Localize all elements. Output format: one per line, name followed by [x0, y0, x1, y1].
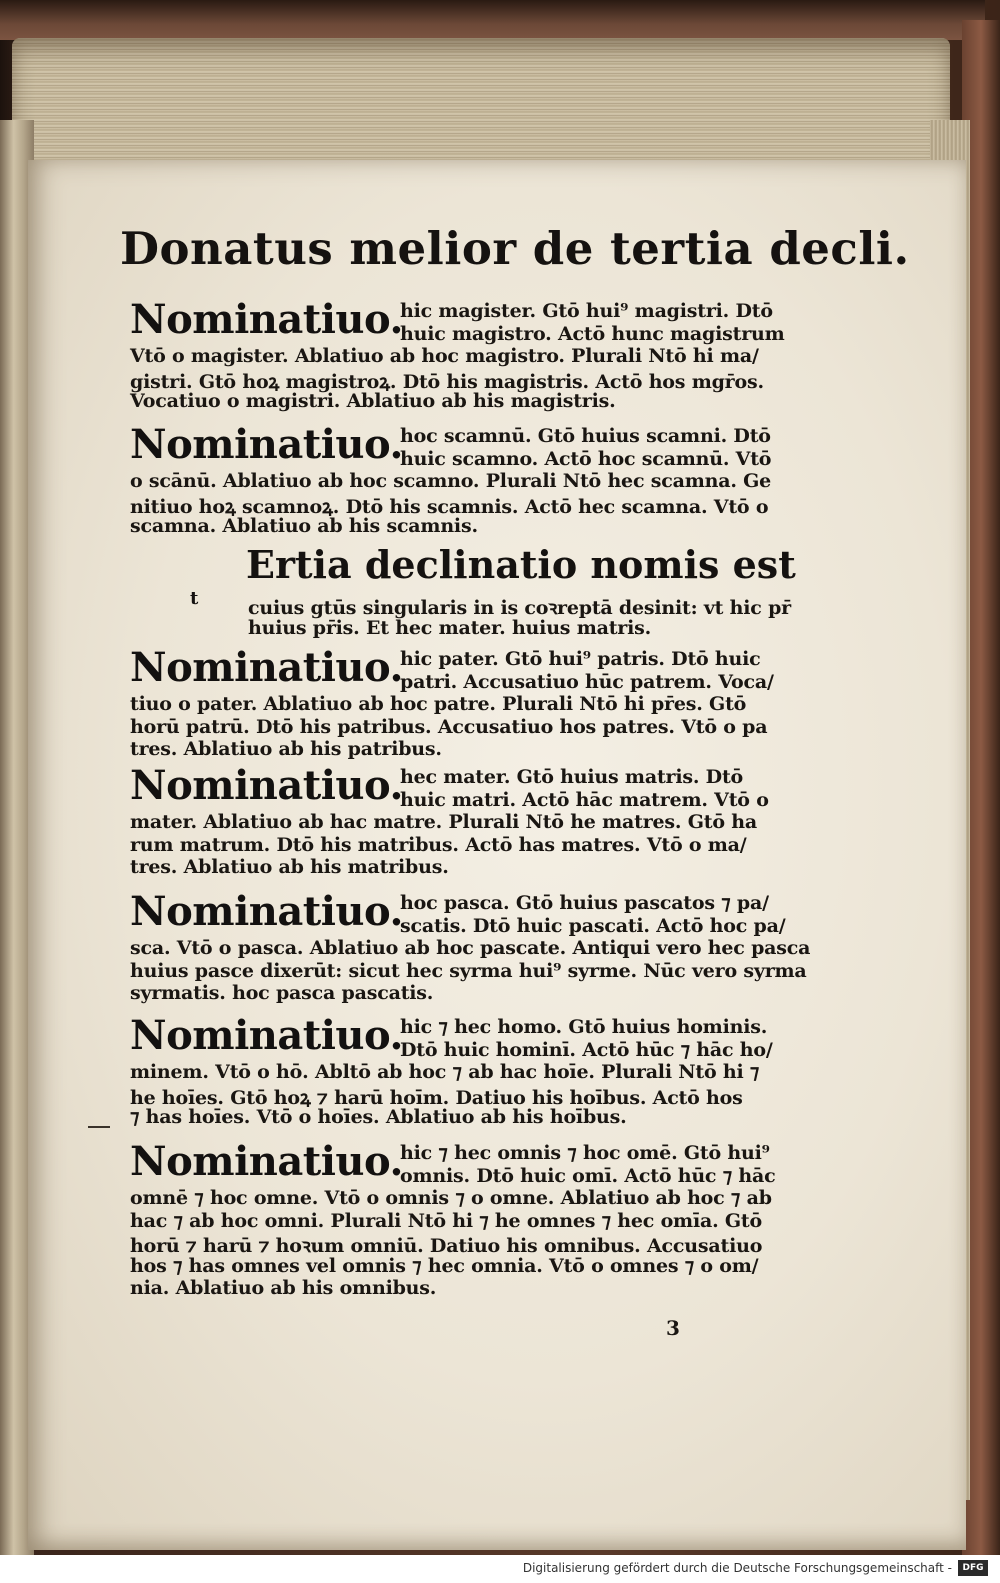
- text-line: huius pasce dixerūt: sicut hec syrma hui⁹ syrme. Nūc vero syrma: [130, 959, 807, 982]
- margin-mark: [88, 1126, 110, 1128]
- inflection-line: scatis. Dtō huic pascati. Actō hoc pa/: [400, 914, 786, 937]
- case-label: Nominatiuo.: [130, 888, 403, 935]
- inflection-line: hoc scamnū. Gtō huius scamni. Dtō: [400, 425, 771, 447]
- inflection-line: patri. Accusatiuo hūc patrem. Voca/: [400, 670, 774, 693]
- inflection-line: omnis. Dtō huic omī. Actō hūc ⁊ hāc: [400, 1164, 776, 1187]
- dfg-logo: DFG: [958, 1560, 988, 1576]
- text-line: cuius gtūs singularis in is coꝛreptā desinit: vt hic pr̄: [248, 597, 791, 619]
- inflection-line: hic pater. Gtō hui⁹ patris. Dtō huic: [400, 648, 761, 670]
- case-label: Nominatiuo.: [130, 296, 403, 343]
- text-line: nitiuo hoꝝ scamnoꝝ. Dtō his scamnis. Actō hec scamna. Vtō o: [130, 495, 769, 518]
- page-title: Donatus melior de tertia decli.: [120, 222, 910, 275]
- page-number: 3: [666, 1316, 680, 1340]
- footer-bar: [0, 1555, 1000, 1583]
- text-line: minem. Vtō o hō. Abltō ab hoc ⁊ ab hac hoīe. Plurali Ntō hi ⁊: [130, 1061, 760, 1083]
- inflection-line: huic matri. Actō hāc matrem. Vtō o: [400, 788, 769, 811]
- text-line: hac ⁊ ab hoc omni. Plurali Ntō hi ⁊ he omnes ⁊ hec omīa. Gtō: [130, 1209, 762, 1232]
- case-label: Nominatiuo.: [130, 421, 403, 468]
- inflection-line: huic magistro. Actō hunc magistrum: [400, 322, 785, 345]
- inflection-line: Dtō huic hominī. Actō hūc ⁊ hāc ho/: [400, 1038, 773, 1061]
- text-line: horū ⁊ harū ⁊ hoꝛum omniū. Datiuo his omnibus. Accusatiuo: [130, 1235, 763, 1257]
- text-line: hos ⁊ has omnes vel omnis ⁊ hec omnia. Vtō o omnes ⁊ o om/: [130, 1254, 759, 1277]
- case-label: Nominatiuo.: [130, 1012, 403, 1059]
- text-line: Vocatiuo o magistri. Ablatiuo ab his magistris.: [130, 390, 616, 412]
- case-label: Nominatiuo.: [130, 762, 403, 809]
- text-line: tiuo o pater. Ablatiuo ab hoc patre. Plurali Ntō hi pr̄es. Gtō: [130, 693, 747, 715]
- section-heading: Ertia declinatio nomis est: [246, 542, 796, 587]
- text-line: omnē ⁊ hoc omne. Vtō o omnis ⁊ o omne. Ablatiuo ab hoc ⁊ ab: [130, 1187, 772, 1209]
- text-line: tres. Ablatiuo ab his matribus.: [130, 856, 449, 878]
- inflection-line: hic magister. Gtō hui⁹ magistri. Dtō: [400, 300, 773, 322]
- inflection-line: hic ⁊ hec omnis ⁊ hoc omē. Gtō hui⁹: [400, 1142, 770, 1164]
- text-line: o scānū. Ablatiuo ab hoc scamno. Plurali Ntō hec scamna. Ge: [130, 470, 772, 492]
- case-label: Nominatiuo.: [130, 1138, 403, 1185]
- guide-letter: t: [190, 588, 199, 609]
- text-line: tres. Ablatiuo ab his patribus.: [130, 738, 442, 760]
- text-line: scamna. Ablatiuo ab his scamnis.: [130, 515, 478, 537]
- text-line: gistri. Gtō hoꝝ magistroꝝ. Dtō his magistris. Actō hos mgr̄os.: [130, 370, 764, 393]
- text-line: nia. Ablatiuo ab his omnibus.: [130, 1277, 437, 1299]
- text-line: huius pr̄is. Et hec mater. huius matris.: [248, 616, 652, 639]
- book-cover-top: [0, 0, 985, 40]
- text-line: Vtō o magister. Ablatiuo ab hoc magistro. Plurali Ntō hi ma/: [130, 345, 759, 367]
- text-line: mater. Ablatiuo ab hac matre. Plurali Ntō he matres. Gtō ha: [130, 811, 757, 833]
- text-line: sca. Vtō o pasca. Ablatiuo ab hoc pascate. Antiqui vero hec pasca: [130, 937, 811, 959]
- footer-credit: Digitalisierung gefördert durch die Deutsche Forschungsgemeinschaft -: [522, 1561, 952, 1575]
- text-line: he hoīes. Gtō hoꝝ ⁊ harū hoīm. Datiuo his hoībus. Actō hos: [130, 1086, 743, 1109]
- text-line: horū patrū. Dtō his patribus. Accusatiuo hos patres. Vtō o pa: [130, 715, 768, 738]
- inflection-line: hic ⁊ hec homo. Gtō huius hominis.: [400, 1016, 768, 1038]
- inflection-line: hec mater. Gtō huius matris. Dtō: [400, 766, 743, 788]
- text-line: rum matrum. Dtō his matribus. Actō has matres. Vtō o ma/: [130, 833, 747, 856]
- page-edges-top: [12, 38, 950, 168]
- text-line: syrmatis. hoc pasca pascatis.: [130, 982, 434, 1004]
- case-label: Nominatiuo.: [130, 644, 403, 691]
- text-line: ⁊ has hoīes. Vtō o hoīes. Ablatiuo ab his hoībus.: [130, 1106, 627, 1128]
- inflection-line: hoc pasca. Gtō huius pascatos ⁊ pa/: [400, 892, 769, 914]
- inflection-line: huic scamno. Actō hoc scamnū. Vtō: [400, 447, 772, 470]
